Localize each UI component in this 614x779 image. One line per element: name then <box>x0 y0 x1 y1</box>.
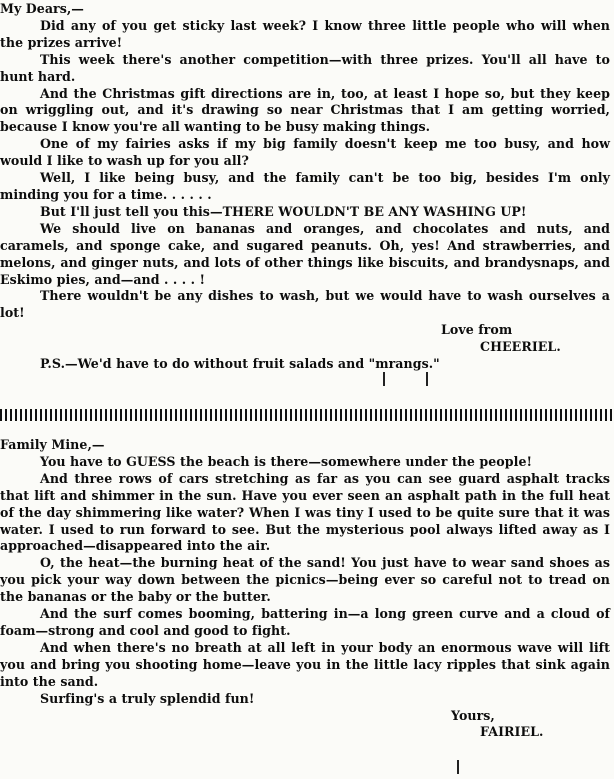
letter2-closing: Yours, <box>451 707 495 723</box>
letter1-paragraph: We should live on bananas and oranges, and chocolates and nuts, and caramels, and sponge cake, and sugared peanuts. Oh, yes! And strawberries, and melons, and ginger nuts, and lots of other things like biscuits, and brandysnaps, and Eskimo pies, and—and . . . . ! <box>0 220 610 287</box>
letter2-paragraph: And the surf comes booming, battering in—a long green curve and a cloud of foam—strong and cool and good to fight. <box>0 606 610 638</box>
letter2-paragraph: You have to GUESS the beach is there—somewhere under the people! <box>40 453 533 469</box>
letter-cheeriel <box>0 1 610 373</box>
letter1-paragraph: There wouldn't be any dishes to wash, but we would have to wash ourselves a lot! <box>0 288 610 321</box>
letter1-postscript: P.S.—We'd have to do without fruit salads and "mrangs." <box>40 356 440 372</box>
letter-fairiel <box>0 437 610 741</box>
letter1-paragraph: One of my fairies asks if my big family doesn't keep me too busy, and how would I like to wash up for you all? <box>0 136 610 169</box>
letter2-greeting: Family Mine,— <box>0 437 105 452</box>
column-rule-mark <box>383 372 385 386</box>
letter1-signature: CHEERIEL. <box>480 339 561 355</box>
letter2-paragraph: Surfing's a truly splendid fun! <box>40 690 255 706</box>
letter1-closing: Love from <box>441 322 513 338</box>
section-divider <box>0 409 612 421</box>
letter2-paragraph: O, the heat—the burning heat of the sand! You just have to wear sand shoes as you pick your way down between the picnics—being ever so careful not to tread on the bananas or the baby or the butter. <box>0 555 610 605</box>
letter1-paragraph: This week there's another competition—with three prizes. You'll all have to hunt hard. <box>0 51 610 84</box>
letter2-signature: FAIRIEL. <box>480 724 544 740</box>
column-rule-mark <box>457 760 459 774</box>
letter2-paragraph: And three rows of cars stretching as far as you can see guard asphalt tracks that lift and shimmer in the sun. Have you ever seen an asphalt path in the full heat of the day shimmering like water? When I was tiny I used to be quite sure that it was water. I used to run forward to see. But the mysterious pool always lifted away as I approached—disappeared into the air. <box>0 470 610 554</box>
letter1-greeting: My Dears,— <box>0 1 84 16</box>
letter1-paragraph: Well, I like being busy, and the family can't be too big, besides I'm only minding you for a time. . . . . . <box>0 170 610 202</box>
letter1-paragraph: But I'll just tell you this—THERE WOULDN'T BE ANY WASHING UP! <box>40 203 527 219</box>
letter1-paragraph: And the Christmas gift directions are in, too, at least I hope so, but they keep on wriggling out, and it's drawing so near Christmas that I am getting worried, because I know you're all wanting to be busy making things. <box>0 85 610 135</box>
letter1-paragraph: Did any of you get sticky last week? I know three little people who will when the prizes arrive! <box>0 17 610 50</box>
column-rule-mark <box>426 372 428 386</box>
letter2-paragraph: And when there's no breath at all left in your body an enormous wave will lift you and bring you shooting home—leave you in the little lacy ripples that sink again into the sand. <box>0 639 610 689</box>
